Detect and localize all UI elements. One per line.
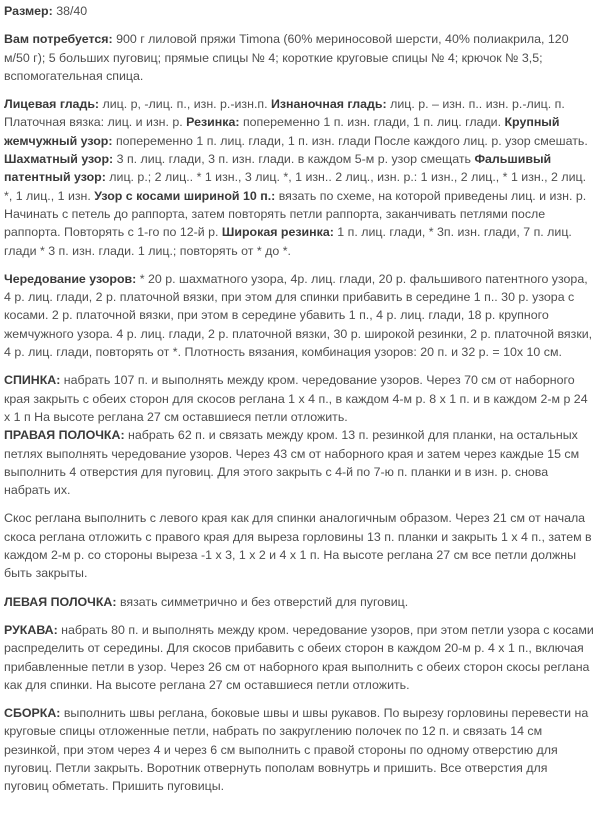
wide-rib-text: 1 п. лиц. глади, * 3п. изн. глади, 7 п. лиц. глади * 3 п. изн. глади. 1 лиц.; повторять от * до *. xyxy=(4,225,572,258)
moss-stitch-label: Крупный жемчужный узор: xyxy=(4,115,560,148)
fake-patent-label: Фальшивый патентный узор: xyxy=(4,152,552,185)
cable-pattern-text: вязать по схеме, на которой приведены лиц. и изн. р. Начинать с петель до раппорта, затем повторять петли раппорта, заканчивать петлями после раппорта. Повторять с 1-го по 12-й р. xyxy=(4,188,587,240)
patterns-paragraph xyxy=(4,95,594,260)
size-paragraph xyxy=(4,2,594,20)
rib-label: Резинка: xyxy=(186,115,240,130)
size-value: 38/40 xyxy=(52,4,88,18)
cable-pattern-label: Узор с косами шириной 10 п.: xyxy=(94,188,276,203)
raglan-text: Скос реглана выполнить с левого края как для спинки аналогичным образом. Через 21 см от начала скоса реглана отложить с правого края для выреза горловины 13 п. планки и закрыть 1 х 4 п., затем в каждом 2-м р. со стороны выреза -1 х 3, 1 х 2 и 4 х 1 п. На высоте реглана 27 см все петли должны быть закрыты. xyxy=(4,511,592,581)
sequence-text: * 20 р. шахматного узора, 4р. лиц. глади, 20 р. фальшивого патентного узора, 4 р. лиц. глади, 2 р. платочной вязки, при этом для спинки прибавить в середине 1 п.. 30 р. узора с косами. 2 р. платочной вязки, при этом в середине убавить 1 п., 4 р. лиц. глади, 18 р. крупного жемчужного узора. 4 р. лиц. глади, 2 р. платочной вязки, 30 р. широкой резинки, 2 р. платочной вязки, 4 р. лиц. глади, повторять от *. Плотность вязания, комбинация узоров: 20 п. и 32 р. = 10х 10 см. xyxy=(4,271,593,360)
left-front-paragraph xyxy=(4,593,594,611)
assembly-label: СБОРКА: xyxy=(4,706,61,721)
back-label: СПИНКА: xyxy=(4,373,61,388)
left-front-label: ЛЕВАЯ ПОЛОЧКА: xyxy=(4,594,117,609)
raglan-paragraph xyxy=(4,509,594,582)
sleeves-text: набрать 80 п. и выполнять между кром. чередование узоров, при этом петли узора с косами распределить от середины. Для скосов прибавить с обеих сторон в каждом 20-м р. 4 х 1 п., включая прибавленные петли в узор. Через 26 см от наборного края выполнить с обеих сторон скосы реглана как для спинки. На высоте реглана 27 см оставшиеся петли отложить. xyxy=(4,622,594,692)
sequence-label: Чередование узоров: xyxy=(4,271,137,286)
back-paragraph xyxy=(4,371,594,426)
back-text: набрать 107 п. и выполнять между кром. чередование узоров. Через 70 см от наборного края закрыть с обеих сторон для скосов реглана 1 х 4 п., в каждом 4-м р. 8 х 1 п. и в каждом 2-м р 24 х 1 п На высоте реглана 27 см оставшиеся петли отложить. xyxy=(4,373,588,424)
materials-text: 900 г лиловой пряжи Timona (60% мериносовой шерсти, 40% полиакрила, 120 м/50 г); 5 больших пуговиц; прямые спицы № 4; короткие круговые спицы № 4; крючок № 3,5; вспомогательная спица. xyxy=(4,32,569,83)
sleeves-paragraph xyxy=(4,621,594,694)
assembly-text: выполнить швы реглана, боковые швы и швы рукавов. По вырезу горловины перевести на круговые спицы отложенные петли, набрать по закруглению полочек по 12 п. и связать 14 см резинкой, при этом через 4 и через 6 см выполнить с правой стороны по одному отверстию для пуговиц. Петли закрыть. Воротник отвернуть пополам вовнутрь и пришить. Все отверстия для пуговиц обметать. Пришить пуговицы. xyxy=(4,706,589,794)
assembly-paragraph xyxy=(4,704,594,795)
fake-patent-text: лиц. р.; 2 лиц.. * 1 изн., 3 лиц. *, 1 изн.. 2 лиц., изн. р.: 1 изн., 2 лиц., * 1 изн., 2 лиц. *, 1 лиц., 1 изн. xyxy=(4,170,587,203)
left-front-text: вязать симметрично и без отверстий для пуговиц. xyxy=(116,594,409,609)
stockinette-label: Лицевая гладь: xyxy=(4,97,100,112)
moss-stitch-text: попеременно 1 п. лиц. глади, 1 п. изн. глади После каждого лиц. р. узор смешать. xyxy=(112,133,588,148)
checker-pattern-label: Шахматный узор: xyxy=(4,152,114,167)
stockinette-text: лиц. р, -лиц. п., изн. р.-изн.п. xyxy=(99,97,271,112)
materials-label: Вам потребуется: xyxy=(4,32,113,47)
right-front-paragraph xyxy=(4,426,594,499)
right-front-text: набрать 62 п. и связать между кром. 13 п. резинкой для планки, на остальных петлях выполнять чередование узоров. Через 43 см от наборного края и затем через каждые 15 см выполнить 4 отверстия для пуговиц. Для этого закрыть с 4-й по 7-ю п. планки и в изн. р. снова набрать их. xyxy=(4,428,580,498)
right-front-label: ПРАВАЯ ПОЛОЧКА: xyxy=(4,428,125,443)
rib-text: попеременно 1 п. изн. глади, 1 п. лиц. глади. xyxy=(239,115,505,130)
sequence-paragraph xyxy=(4,270,594,361)
checker-pattern-text: 3 п. лиц. глади, 3 п. изн. глади. в каждом 5-м р. узор смещать xyxy=(113,152,475,167)
reverse-stockinette-text: лиц. р. – изн. п.. изн. р.-лиц. п. Платочная вязка: лиц. и изн. р. xyxy=(4,97,565,130)
wide-rib-label: Широкая резинка: xyxy=(221,225,334,240)
reverse-stockinette-label: Изнаночная гладь: xyxy=(270,97,387,112)
size-label: Размер: xyxy=(4,4,53,18)
sleeves-label: РУКАВА: xyxy=(4,622,58,637)
materials-paragraph xyxy=(4,30,594,85)
